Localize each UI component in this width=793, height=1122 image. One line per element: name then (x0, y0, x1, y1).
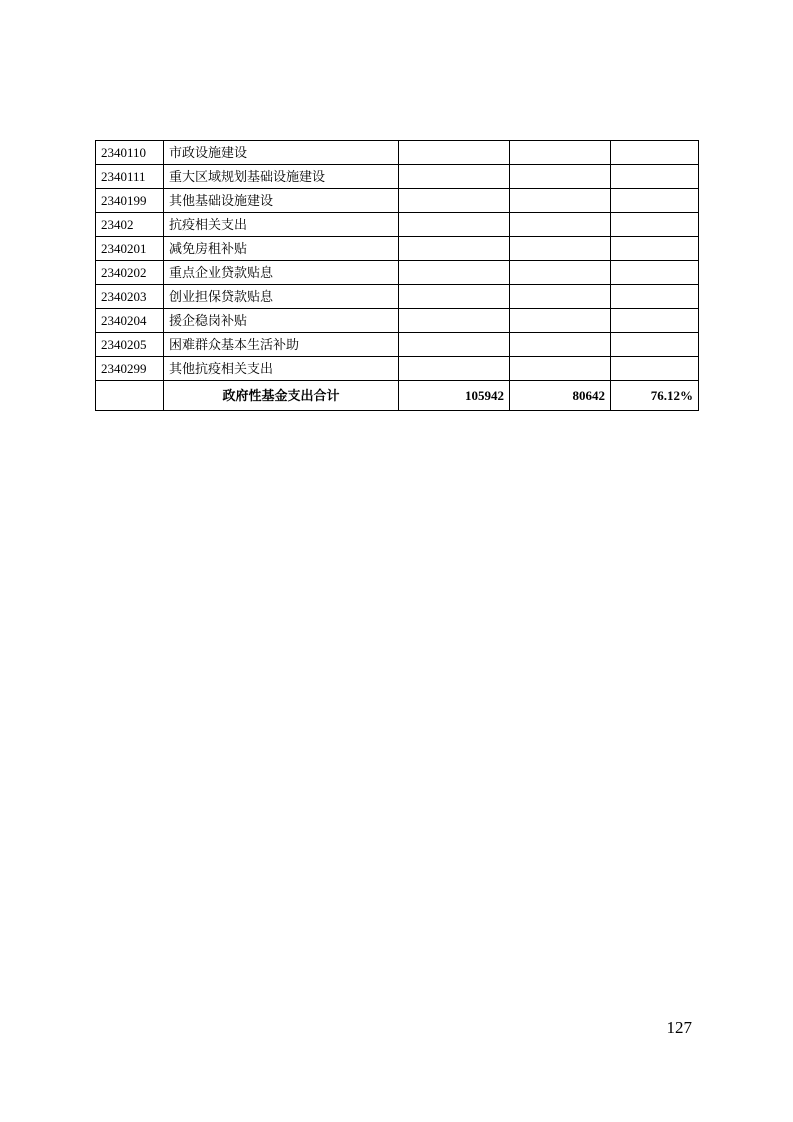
row-col4 (510, 141, 611, 165)
table-row (96, 333, 699, 357)
total-col3: 105942 (399, 381, 510, 411)
row-code: 2340204 (96, 309, 164, 333)
row-col5 (611, 213, 699, 237)
page-number: 127 (666, 1018, 692, 1037)
row-name: 其他抗疫相关支出 (164, 357, 399, 381)
row-col4 (510, 333, 611, 357)
total-row (96, 381, 699, 411)
table-row (96, 165, 699, 189)
row-col3 (399, 213, 510, 237)
expenditure-table (95, 140, 699, 411)
table-body (96, 141, 699, 411)
total-label: 政府性基金支出合计 (164, 381, 399, 411)
row-col3 (399, 165, 510, 189)
row-code: 2340110 (96, 141, 164, 165)
total-col5: 76.12% (611, 381, 699, 411)
row-col5 (611, 165, 699, 189)
row-name: 重大区域规划基础设施建设 (164, 165, 399, 189)
row-name: 困难群众基本生活补助 (164, 333, 399, 357)
row-code: 2340202 (96, 261, 164, 285)
row-col3 (399, 261, 510, 285)
row-col5 (611, 333, 699, 357)
row-col4 (510, 357, 611, 381)
row-name: 抗疫相关支出 (164, 213, 399, 237)
row-name: 其他基础设施建设 (164, 189, 399, 213)
table-row (96, 357, 699, 381)
row-name: 援企稳岗补贴 (164, 309, 399, 333)
row-code: 2340201 (96, 237, 164, 261)
table-row (96, 261, 699, 285)
row-name: 重点企业贷款贴息 (164, 261, 399, 285)
table-row (96, 285, 699, 309)
row-col4 (510, 285, 611, 309)
row-code: 2340205 (96, 333, 164, 357)
row-col3 (399, 141, 510, 165)
row-col5 (611, 141, 699, 165)
table-row (96, 141, 699, 165)
row-col5 (611, 357, 699, 381)
table-row (96, 309, 699, 333)
row-col5 (611, 309, 699, 333)
row-col4 (510, 165, 611, 189)
table-row (96, 189, 699, 213)
row-col3 (399, 189, 510, 213)
row-col3 (399, 309, 510, 333)
table-row (96, 237, 699, 261)
row-col5 (611, 261, 699, 285)
row-col4 (510, 237, 611, 261)
total-code (96, 381, 164, 411)
table-row (96, 213, 699, 237)
row-col5 (611, 189, 699, 213)
row-code: 23402 (96, 213, 164, 237)
total-col4: 80642 (510, 381, 611, 411)
row-name: 减免房租补贴 (164, 237, 399, 261)
row-name: 市政设施建设 (164, 141, 399, 165)
row-col3 (399, 237, 510, 261)
row-name: 创业担保贷款贴息 (164, 285, 399, 309)
row-col4 (510, 309, 611, 333)
row-col5 (611, 237, 699, 261)
row-col3 (399, 333, 510, 357)
row-code: 2340199 (96, 189, 164, 213)
row-code: 2340299 (96, 357, 164, 381)
row-col5 (611, 285, 699, 309)
row-col4 (510, 261, 611, 285)
row-code: 2340203 (96, 285, 164, 309)
row-col3 (399, 357, 510, 381)
row-col4 (510, 213, 611, 237)
row-col4 (510, 189, 611, 213)
row-code: 2340111 (96, 165, 164, 189)
row-col3 (399, 285, 510, 309)
